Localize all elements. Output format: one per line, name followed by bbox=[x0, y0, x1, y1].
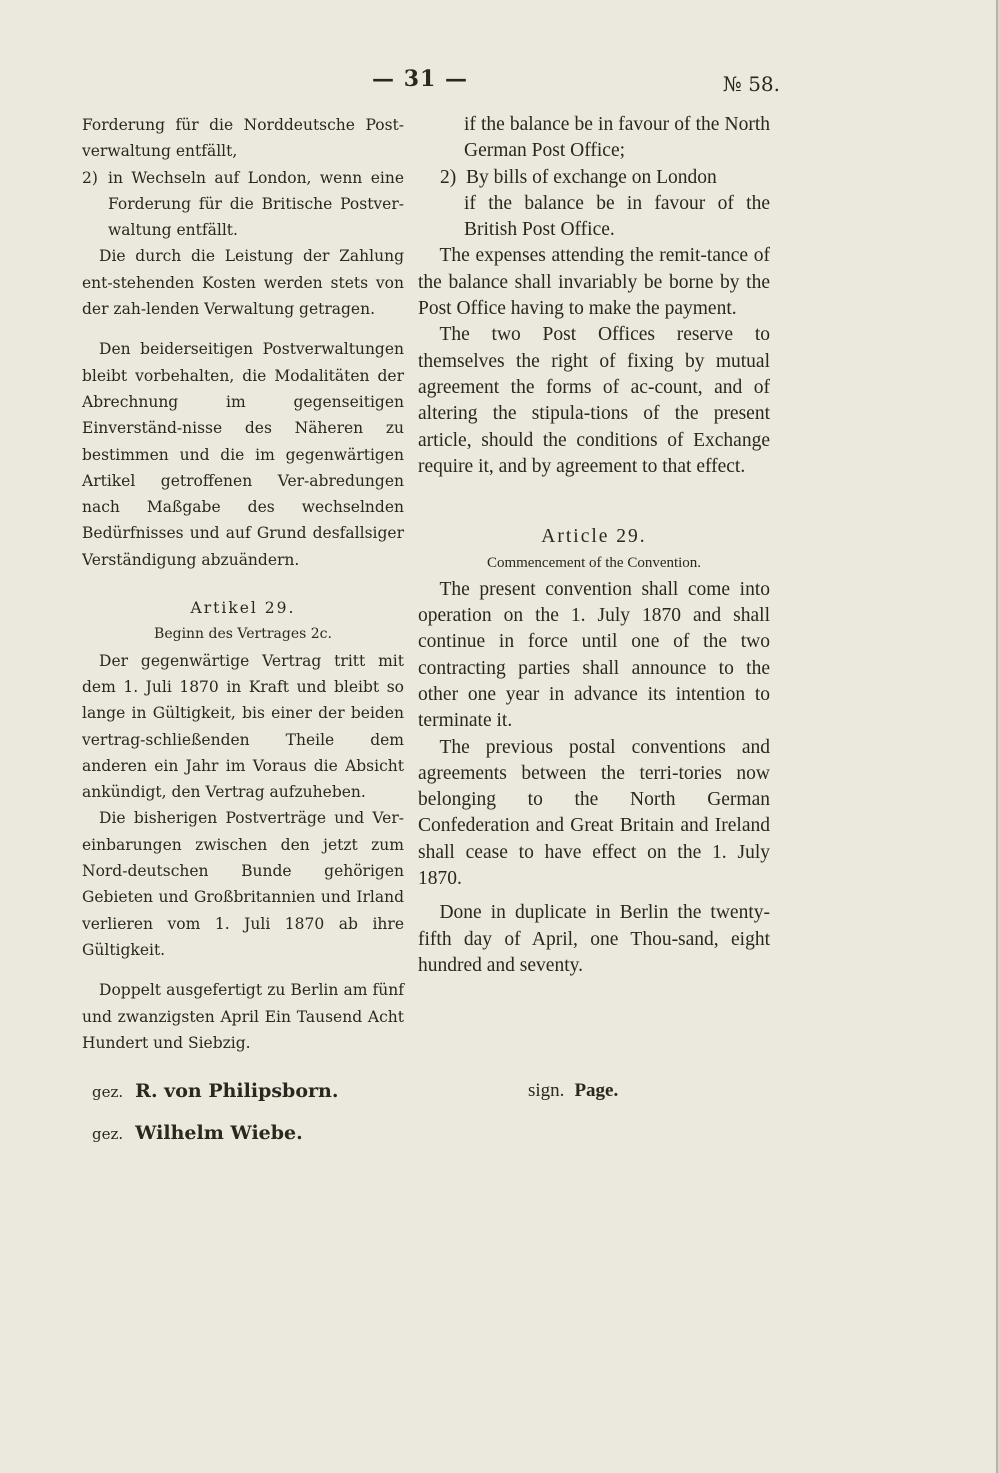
german-item-number: 2) bbox=[82, 168, 98, 187]
signature-prefix: gez. bbox=[92, 1083, 124, 1101]
english-item-continuation: if the balance be in favour of the British Post Office. bbox=[464, 192, 770, 241]
german-paragraph-commencement: Der gegenwärtige Vertrag tritt mit dem 1. Juli 1870 in Kraft und bleibt so lange in Gültigkeit, bis einer der beiden vertrag-schließenden Theile dem anderen ein Jahr im Voraus die Absicht ankündigt, den Vertrag aufzuheben. bbox=[82, 651, 404, 802]
english-article-subtitle: Commencement of the Convention. bbox=[486, 555, 702, 572]
german-paragraph-done: Doppelt ausgefertigt zu Berlin am fünf und zwanzigsten April Ein Tausend Acht Hundert und Siebzig. bbox=[82, 981, 404, 1052]
signature-name-wiebe: Wilhelm Wiebe. bbox=[135, 1122, 303, 1144]
german-column bbox=[82, 112, 404, 1056]
document-number: № 58. bbox=[722, 72, 780, 96]
german-paragraph-continuation: Forderung für die Norddeutsche Post-verwaltung entfällt, bbox=[82, 116, 404, 161]
english-paragraph-costs: The expenses attending the remit-tance of the balance shall invariably be borne by the Post Office having to make the payment. bbox=[418, 245, 770, 320]
english-paragraph-commencement: The present convention shall come into operation on the 1. July 1870 and shall continue in force until one of the two contracting parties shall announce to the other one year in advance its intention to terminate it. bbox=[418, 578, 770, 732]
english-paragraph-forms: The two Post Offices reserve to themselves the right of fixing by mutual agreement the forms of ac-count, and of altering the stipula-tions of the present article, should the conditions of Exchange require it, and by agreement to that effect. bbox=[418, 324, 770, 477]
english-list-item-2 bbox=[418, 165, 770, 191]
english-signature bbox=[528, 1080, 618, 1102]
german-signature-1 bbox=[92, 1080, 338, 1102]
english-paragraph-continuation: if the balance be in favour of the North German Post Office; bbox=[464, 114, 770, 162]
german-paragraph-previous-treaties: Die bisherigen Postverträge und Ver-einbarungen zwischen den jetzt zum Nord-deutschen Bunde gehörigen Gebieten und Großbritannien und Irland verlieren vom 1. Juli 1870 ab ihre Gültigkeit. bbox=[82, 809, 404, 959]
english-article-title: Article 29. bbox=[541, 526, 647, 548]
page-number: — 31 — bbox=[372, 66, 468, 92]
german-paragraph-modalities: Den beiderseitigen Postverwaltungen bleibt vorbehalten, die Modalitäten der Abrechnung im gegenseitigen Einverständ-nisse des Näheren zu bestimmen und die im gegenwärtigen Artikel getroffenen Ver-abredungen nach Maßgabe des wechselnden Bedürfnisses und auf Grund desfallsiger Verständigung abzuändern. bbox=[82, 340, 404, 569]
german-paragraph-costs: Die durch die Leistung der Zahlung ent-stehenden Kosten werden stets von der zah-lenden Verwaltung getragen. bbox=[82, 247, 404, 319]
german-list-item-2 bbox=[82, 165, 404, 244]
signature-prefix: gez. bbox=[92, 1125, 124, 1143]
signature-prefix: sign. bbox=[528, 1080, 565, 1101]
signature-name-philipsborn: R. von Philipsborn. bbox=[135, 1080, 339, 1102]
german-article-title: Artikel 29. bbox=[190, 599, 296, 618]
english-column bbox=[418, 112, 770, 979]
german-article-subtitle: Beginn des Vertrages 2c. bbox=[154, 626, 332, 643]
english-item-number: 2) bbox=[440, 166, 457, 188]
german-signature-2 bbox=[92, 1122, 303, 1144]
english-paragraph-previous-conventions: The previous postal conventions and agreements between the terri-tories now belonging to the North German Confederation and Great Britain and Ireland shall cease to have effect on the 1. July 1870. bbox=[418, 736, 770, 890]
german-item-text: in Wechseln auf London, wenn eine Forderung für die Britische Postver-waltung entfällt. bbox=[108, 168, 404, 240]
english-item-first-line: By bills of exchange on London bbox=[466, 166, 717, 188]
signature-name-page: Page. bbox=[574, 1080, 619, 1101]
english-paragraph-done: Done in duplicate in Berlin the twenty-fifth day of April, one Thou-sand, eight hundred and seventy. bbox=[418, 902, 770, 976]
